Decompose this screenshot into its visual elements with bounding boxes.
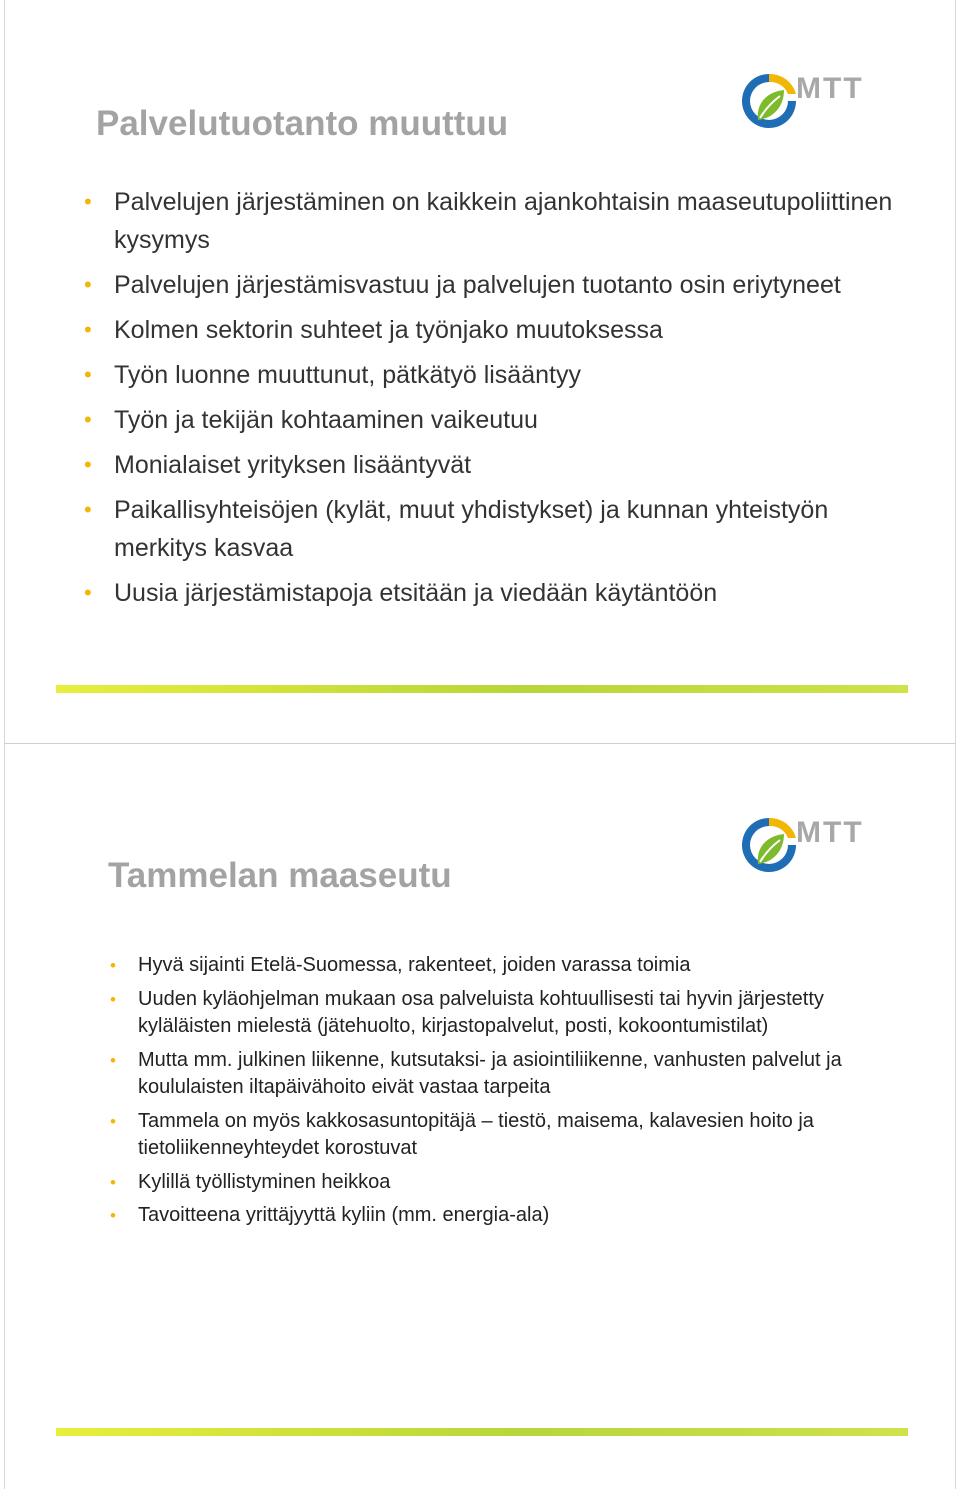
bullet-icon: • — [84, 189, 92, 214]
logo-wordmark: MTT — [796, 816, 864, 849]
bullet-icon: • — [110, 956, 116, 975]
logo-wordmark: MTT — [796, 72, 864, 105]
bullet-icon: • — [84, 497, 92, 522]
list-item: • Monialaiset yrityksen lisääntyvät — [84, 446, 924, 484]
footer-bar — [56, 1428, 908, 1436]
slide-title: Palvelutuotanto muuttuu — [96, 104, 509, 143]
list-item: • Tammela on myös kakkosasuntopitäjä – tiestö, maisema, kalavesien hoito ja tietoliikenneyhteydet korostuvat — [110, 1109, 814, 1159]
bullet-icon: • — [84, 317, 92, 342]
bullet-icon: • — [84, 407, 92, 432]
list-item: • Mutta mm. julkinen liikenne, kutsutaksi- ja asiointiliikenne, vanhusten palvelut ja koululaisten iltapäivähoito eivät vastaa tarpeita — [110, 1048, 842, 1098]
bullet-icon: • — [110, 1111, 116, 1131]
bullet-icon: • — [84, 362, 92, 387]
mtt-logo — [736, 812, 886, 882]
bullet-list — [84, 183, 924, 619]
list-item: • Palvelujen järjestämisvastuu ja palvelujen tuotanto osin eriytyneet — [84, 266, 924, 304]
mtt-leaf-icon — [736, 68, 802, 134]
list-item: • Työn luonne muuttunut, pätkätyö lisääntyy — [84, 356, 924, 394]
bullet-icon: • — [110, 1172, 116, 1192]
bullet-icon: • — [110, 1050, 116, 1070]
bullet-icon: • — [84, 452, 92, 477]
list-item: • Hyvä sijainti Etelä-Suomessa, rakenteet, joiden varassa toimia — [110, 952, 870, 980]
list-item: • Paikallisyhteisöjen (kylät, muut yhdistykset) ja kunnan yhteistyön merkitys kasvaa — [84, 491, 924, 567]
bullet-icon: • — [110, 1206, 116, 1225]
list-item: • Palvelujen järjestäminen on kaikkein ajankohtaisin maaseutupoliittinen kysymys — [84, 183, 924, 259]
mtt-leaf-icon — [736, 812, 802, 878]
list-item: • Uuden kyläohjelman mukaan osa palveluista kohtuullisesti tai hyvin järjestetty kyläläisten mielestä (jätehuolto, kirjastopalvelut, posti, kokoontumistilat) — [110, 987, 824, 1037]
slide-2 — [0, 744, 960, 1489]
list-item: • Tavoitteena yrittäjyyttä kyliin (mm. energia-ala) — [110, 1202, 870, 1230]
slide-1 — [0, 0, 960, 744]
bullet-list — [110, 952, 870, 1236]
list-item: • Uusia järjestämistapoja etsitään ja viedään käytäntöön — [84, 574, 924, 612]
list-item: • Kolmen sektorin suhteet ja työnjako muutoksessa — [84, 311, 924, 349]
footer-bar — [56, 685, 908, 693]
slide-title: Tammelan maaseutu — [108, 856, 452, 895]
bullet-icon: • — [84, 580, 92, 605]
list-item: • Työn ja tekijän kohtaaminen vaikeutuu — [84, 401, 924, 439]
mtt-logo — [736, 68, 886, 138]
bullet-icon: • — [110, 989, 116, 1009]
list-item: • Kylillä työllistyminen heikkoa — [110, 1169, 870, 1197]
bullet-icon: • — [84, 272, 92, 297]
